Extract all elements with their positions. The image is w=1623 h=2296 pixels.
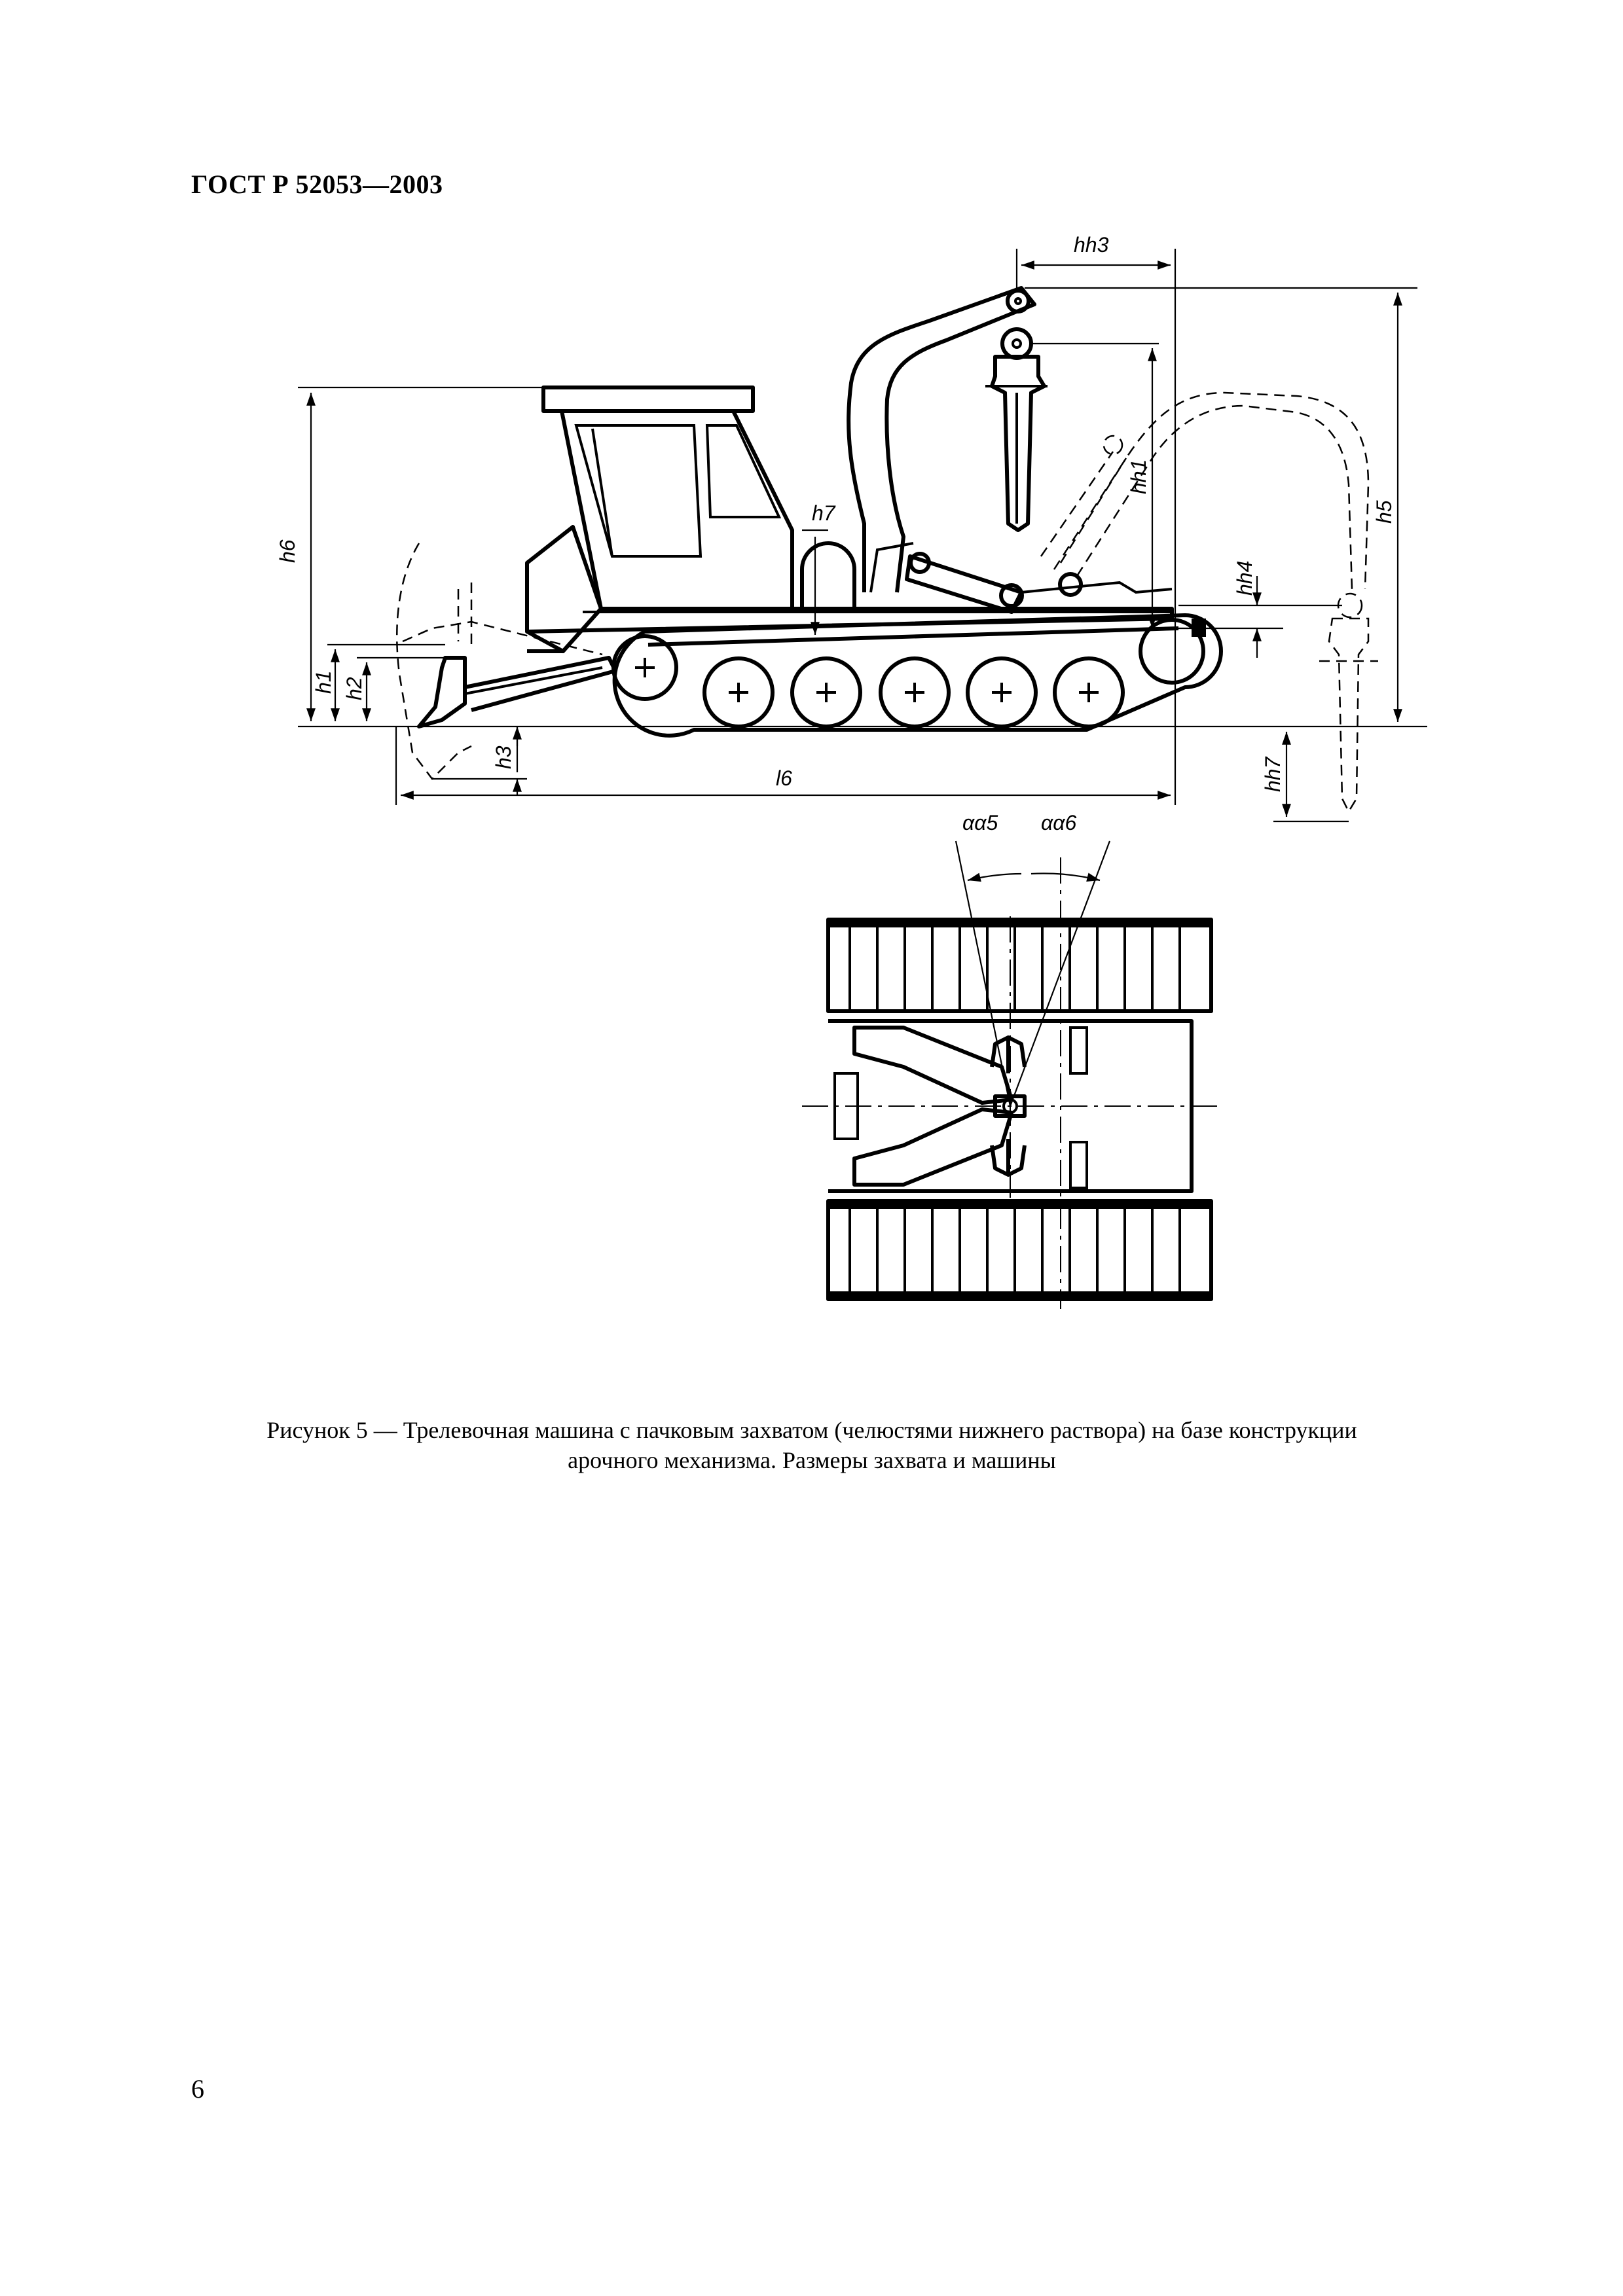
- page-number: 6: [191, 2074, 204, 2104]
- boom-arm-upper: [854, 1028, 1012, 1103]
- label-hh1: hh1: [1127, 459, 1150, 494]
- label-h1: h1: [312, 670, 335, 694]
- cab-roof: [543, 387, 753, 411]
- arch-boom-dashed: [1077, 406, 1352, 589]
- caption-line-1: Рисунок 5 — Трелевочная машина с пачковым захватом (челюстями нижнего раствора) на базе конструкции: [266, 1417, 1357, 1443]
- label-h6: h6: [276, 539, 299, 563]
- lower-track: [828, 1201, 1211, 1299]
- track-outline: [615, 615, 1221, 736]
- document-header: ГОСТ Р 52053—2003: [191, 170, 443, 199]
- grapple-jaws-dashed: [1329, 619, 1368, 812]
- caption-line-2: арочного механизма. Размеры захвата и машины: [568, 1447, 1056, 1473]
- label-hh7: hh7: [1261, 757, 1285, 792]
- label-h2: h2: [342, 677, 366, 700]
- label-aa6: αα6: [1041, 811, 1077, 834]
- label-l6: l6: [776, 766, 792, 790]
- dimension-text: [276, 233, 1396, 792]
- label-aa5: αα5: [962, 811, 998, 834]
- rear-pin: [802, 543, 854, 609]
- label-hh3: hh3: [1074, 233, 1109, 257]
- figure-caption: [164, 1415, 1460, 1475]
- label-hh4: hh4: [1233, 560, 1256, 596]
- side-view: [276, 233, 1427, 821]
- upper-track: [828, 920, 1211, 1011]
- top-view: [802, 811, 1218, 1309]
- push-arm: [465, 658, 615, 710]
- dozer-blade: [419, 658, 465, 726]
- label-h5: h5: [1372, 500, 1396, 524]
- dimension-lines: [298, 249, 1417, 821]
- cab-window-side: [707, 425, 779, 517]
- label-h7: h7: [812, 501, 835, 525]
- boom-arm-lower: [854, 1109, 1012, 1185]
- label-h3: h3: [492, 745, 515, 769]
- cab-body: [562, 411, 792, 609]
